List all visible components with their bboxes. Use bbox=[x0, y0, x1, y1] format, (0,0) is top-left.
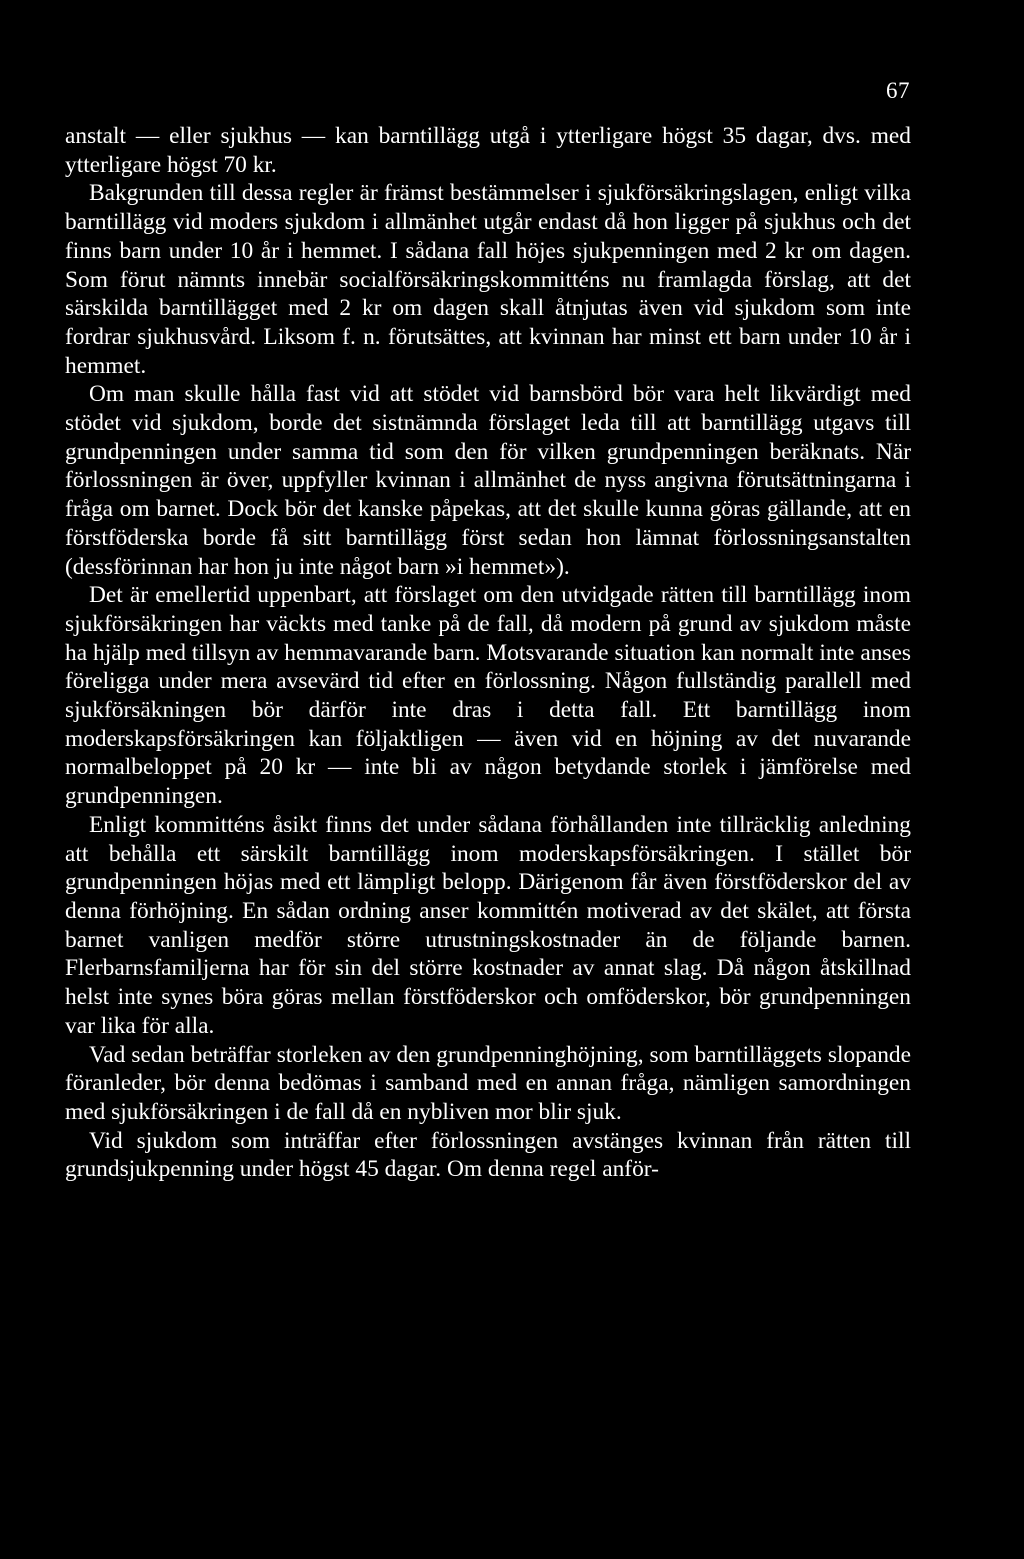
paragraph-3: Om man skulle hålla fast vid att stödet vid barnsbörd bör vara helt likvärdigt med stödet vid sjukdom, borde det sistnämnda förslaget leda till att barntillägg utgavs till grundpenningen under samma tid som den för vilken grundpenningen beräknats. När förlossningen är över, uppfyller kvinnan i allmänhet de nyss angivna förutsättningarna i fråga om barnet. Dock bör det kanske påpekas, att det skulle kunna göras gällande, att en förstföderska borde få sitt barntillägg först sedan hon lämnat förlossningsanstalten (dessförinnan har hon ju inte något barn »i hemmet»). bbox=[65, 381, 911, 580]
paragraph-2: Bakgrunden till dessa regler är främst bestämmelser i sjukförsäkringslagen, enligt vilka barntillägg vid moders sjukdom i allmänhet utgår endast då hon ligger på sjukhus och det finns barn under 10 år i hemmet. I sådana fall höjes sjukpenningen med 2 kr om dagen. Som förut nämnts innebär socialförsäkringskommitténs nu framlagda förslag, att det särskilda barntillägget med 2 kr om dagen skall åtnjutas även vid sjukdom som inte fordrar sjukhusvård. Liksom f. n. förutsättes, att kvinnan har minst ett barn under 10 år i hemmet. bbox=[65, 180, 911, 379]
paragraph-4: Det är emellertid uppenbart, att förslaget om den utvidgade rätten till barntillägg inom sjukförsäkringen har väckts med tanke på de fall, då modern på grund av sjukdom måste ha hjälp med tillsyn av hemmavarande barn. Motsvarande situation kan normalt inte anses föreligga under mera avsevärd tid efter en förlossning. Någon fullständig parallell med sjukförsäkningen bör därför inte dras i detta fall. Ett barntillägg inom moderskapsförsäkringen kan följaktligen — även vid en höjning av det nuvarande normalbeloppet på 20 kr — inte bli av någon betydande storlek i jämförelse med grundpenningen. bbox=[65, 582, 911, 810]
paragraph-7: Vid sjukdom som inträffar efter förlossningen avstänges kvinnan från rätten till grundsjukpenning under högst 45 dagar. Om denna regel anför- bbox=[65, 1127, 911, 1183]
page-number: 67 bbox=[886, 78, 910, 103]
paragraph-5: Enligt kommitténs åsikt finns det under sådana förhållanden inte tillräcklig anledning att behålla ett särskilt barntillägg inom moderskapsförsäkringen. I stället bör grundpenningen höjas med ett lämpligt belopp. Därigenom får även förstföderskor del av denna förhöjning. En sådan ordning anser kommittén motiverad av det skälet, att första barnet vanligen medför större utrustningskostnader än de följande barnen. Flerbarnsfamiljerna har för sin del större kostnader av annat slag. Då någon åtskillnad helst inte synes böra göras mellan förstföderskor och omföderskor, bör grundpenningen var lika för alla. bbox=[65, 811, 911, 1039]
body-text bbox=[65, 122, 911, 1184]
paragraph-1: anstalt — eller sjukhus — kan barntillägg utgå i ytterligare högst 35 dagar, dvs. med ytterligare högst 70 kr. bbox=[65, 123, 911, 178]
paragraph-6: Vad sedan beträffar storleken av den grundpenninghöjning, som barntilläggets slopande föranleder, bör denna bedömas i samband med en annan fråga, nämligen samordningen med sjukförsäkringen i de fall då en nybliven mor blir sjuk. bbox=[65, 1041, 911, 1125]
